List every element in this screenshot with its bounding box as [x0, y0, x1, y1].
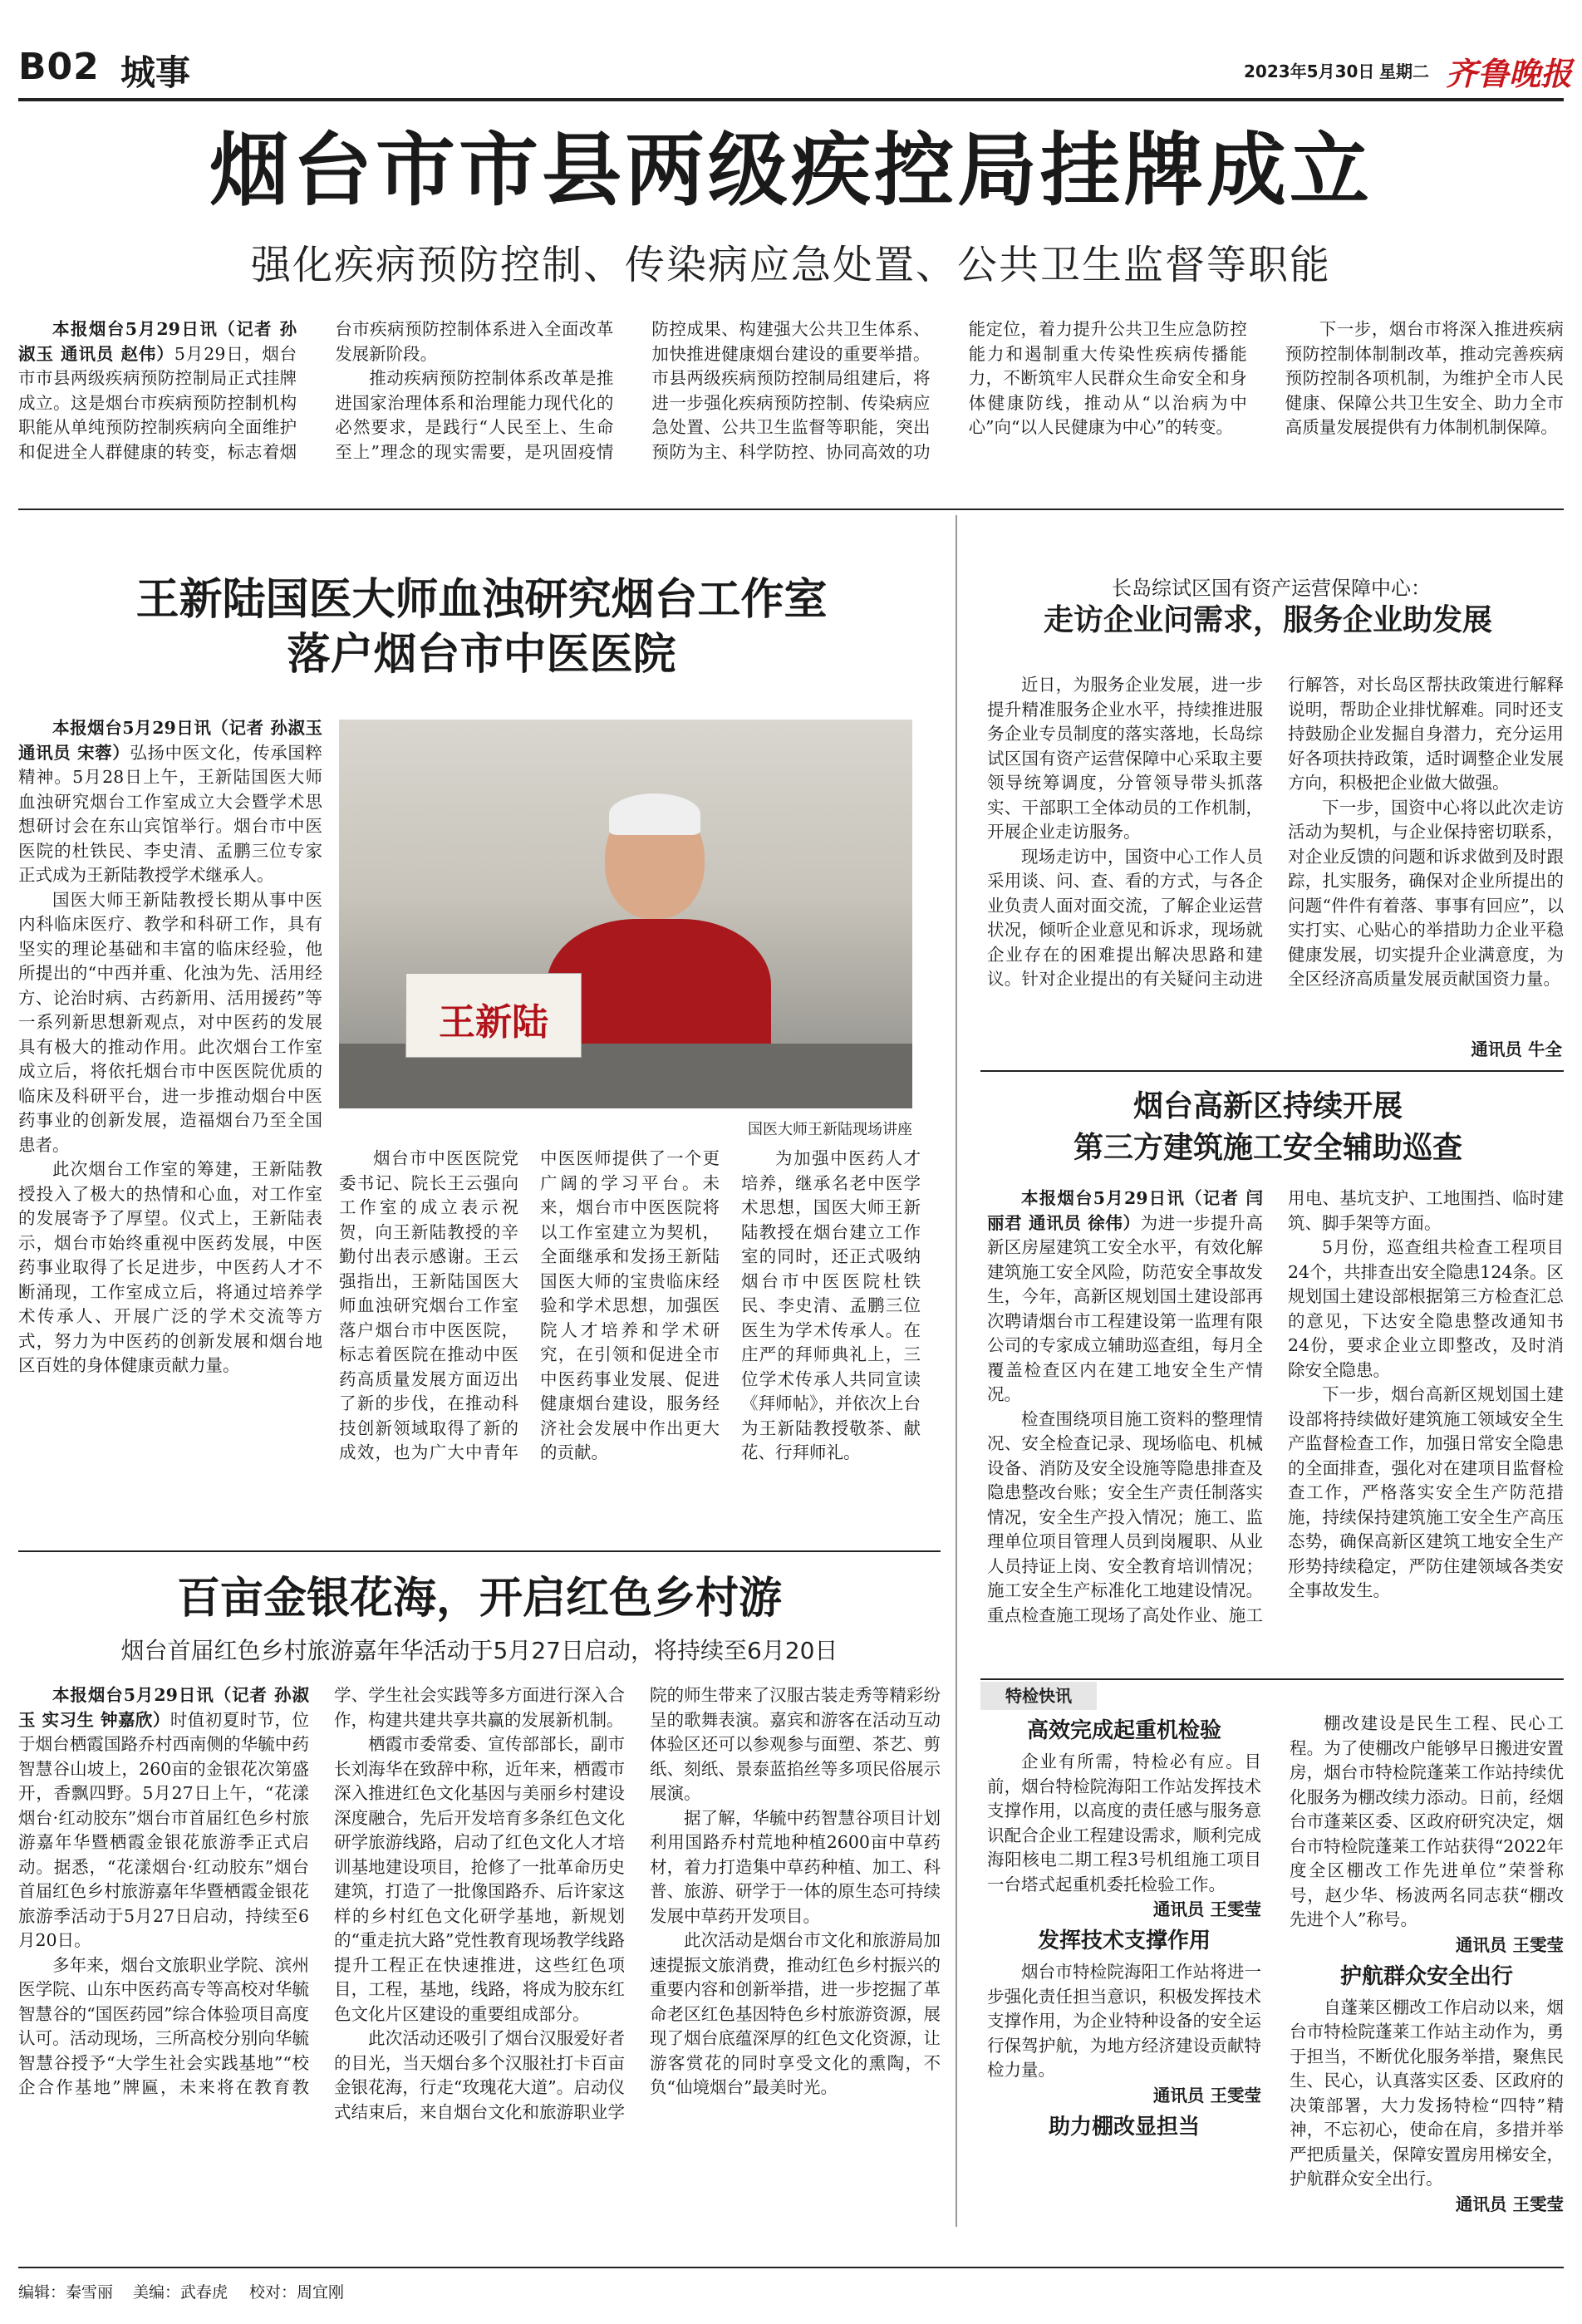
a3-bottom-rule	[980, 1070, 1564, 1072]
a1-body	[18, 317, 1564, 492]
a2-para-5: 为加强中医药人才培养，继承名老中医学术思想，国医大师王新陆教授在烟台建立工作室的同时，还正式吸纳烟台市中医医院杜铁民、李史清、孟鹏三位医生为学术传承人。在庄严的拜师典礼上，三位学术传承人共同宣读《拜师帖》，并依次上台为王新陆教授敬茶、献花、行拜师礼。	[741, 1148, 921, 1462]
a1-lead: 本报烟台5月29日讯（记者 孙淑玉 通讯员 赵伟）	[18, 319, 297, 364]
header-rule	[18, 98, 1564, 101]
brief-1-title: 高效完成起重机检验	[1026, 1718, 1221, 1743]
brief-4-text: 自蓬莱区棚改工作启动以来，烟台市特检院蓬莱工作站主动作为，勇于担当，不断优化服务举措，聚焦民生、民心，认真落实区委、区政府的决策部署，大力发扬特检“四特”精神，不忘初心，使命在肩，多措并举严把质量关，保障安置房用梯安全，护航群众安全出行。	[1290, 1997, 1564, 2189]
brief-3-title: 助力棚改显担当	[1048, 2114, 1200, 2140]
a4-lead: 本报烟台5月29日讯（记者 闫丽君 通讯员 徐伟）	[987, 1188, 1263, 1233]
a4-para-2: 检查围绕项目施工资料的整理情况、安全检查记录、现场临电、机械设备、消防及安全设施等隐患排查及隐患整改台账；安全生产责任制落实情况，安全生产投入情况；施工、监理单位项目管理人员到岗履职、从业人员持证上岗、安全教育培训情况；施工安全生产标准化工地建设情况。重点检查施工现场了高处作业、施工用电、基坑支护、工地围挡、临时建筑、脚手架等方面。	[987, 1188, 1564, 1625]
a2-lead: 本报烟台5月29日讯（记者 孙淑玉 通讯员 宋蓉）	[18, 718, 322, 763]
brief-1-text: 企业有所需，特检必有应。目前，烟台特检院海阳工作站发挥技术支撑作用，以高度的责任感与服务意识配合企业工程建设需求，顺利完成海阳核电二期工程3号机组施工项目一台塔式起重机委托检验工作。	[987, 1752, 1261, 1894]
a1-para-1: 5月29日，烟台市市县两级疾病预防控制局正式挂牌成立。这是烟台市疾病预防控制机构职能从单纯预防控制疾病向全面维护和促进全人群健康的转变，标志着烟台市疾病预防控制体系进入全面改革发展新阶段。	[18, 319, 614, 462]
a3-body	[987, 673, 1564, 1064]
a4-title-line1: 烟台高新区持续开展	[1132, 1088, 1403, 1123]
brief-3-text: 棚改建设是民生工程、民心工程。为了使棚改户能够早日搬进安置房，烟台市特检院蓬莱工作站持续优化服务为棚改续力添动。日前，经烟台市蓬莱区委、区政府研究决定，烟台市特检院蓬莱工作站获得“2022年度全区棚改工作先进单位”荣誉称号，赵少华、杨波两名同志获“棚改先进个人”称号。	[1290, 1713, 1564, 1929]
brief-col-1	[987, 1712, 1261, 2243]
a4-para-4: 下一步，烟台高新区规划国土建设部将持续做好建筑施工领域安全生产监督检查工作，加强日常安全隐患的全面排查，强化对在建项目监督检查工作，严格落实安全生产防范措施，持续保持建筑施工安全生产高压态势，确保高新区建筑工地安全生产形势持续稳定，严防住建领域各类安全事故发生。	[1288, 1384, 1564, 1600]
col-divider	[956, 515, 957, 2227]
a3-kicker: 长岛综试区国有资产运营保障中心：	[1112, 577, 1431, 600]
a3-para-1: 近日，为服务企业发展，进一步提升精准服务企业水平，持续推进服务企业专员制度的落实落地，长岛综试区国有资产运营保障中心采取主要领导统筹调度，分管领导带头抓落实、干部职工全体动员的工作机制，开展企业走访服务。	[987, 675, 1263, 842]
a5-subtitle: 烟台首届红色乡村旅游嘉年华活动于5月27日启动，将持续至6月20日	[120, 1637, 838, 1664]
a2-title-line2: 落户烟台市中医医院	[287, 629, 676, 680]
a2-photo-caption: 国医大师王新陆现场讲座	[748, 1121, 912, 1138]
issue-date: 2023年5月30日	[1244, 61, 1375, 81]
a5-para-4: 此次活动还吸引了烟台汉服爱好者的目光，当天烟台多个汉服社打卡百亩金银花海，行走“玫瑰花大道”。启动仪式结束后，来自烟台文化和旅游职业学院的师生带来了汉服古装走秀等精彩纷呈的歌舞表演。嘉宾和游客在活动互动体验区还可以参观参与面塑、茶艺、剪纸、刻纸、景泰蓝掐丝等多项民俗展示展演。	[334, 1685, 941, 2122]
a2-bottom-rule	[18, 1550, 941, 1552]
a4-title-line2: 第三方建筑施工安全辅助巡查	[1073, 1130, 1462, 1165]
a5-para-3: 栖霞市委常委、宣传部部长，副市长刘海华在致辞中称，近年来，栖霞市深入推进红色文化基因与美丽乡村建设深度融合，先后开发培育多条红色文化研学旅游线路，启动了红色文化人才培训基地建设项目，抢修了一批革命历史建筑，打造了一批像国路乔、后许家这样的乡村红色文化研学基地，新规划的“重走抗大路”党性教育现场教学线路提升工程正在快速推进，这些红色项目，工程，基地，线路，将成为胶东红色文化片区建设的重要组成部分。	[334, 1734, 625, 2024]
photo-person	[547, 798, 796, 1048]
footer-proof: 校对：周宜刚	[249, 2283, 345, 2302]
page-code: B02	[18, 46, 100, 88]
brief-col-2	[1290, 1712, 1564, 2243]
a5-para-1: 时值初夏时节，位于烟台栖霞国路乔村西南侧的华毓中药智慧谷山坡上，260亩的金银花次第盛开，香飘四野。5月27日上午，“花漾烟台·红动胶东”烟台市首届红色乡村旅游嘉年华暨栖霞金银花旅游季正式启动。据悉，“花漾烟台·红动胶东”烟台首届红色乡村旅游嘉年华暨栖霞金银花旅游季活动于5月27日启动，持续至6月20日。	[18, 1709, 310, 1950]
brief-3-byline: 通讯员 王雯莹	[1455, 1934, 1564, 1955]
a4-para-3: 5月份，巡查组共检查工程项目24个，共排查出安全隐患124条。区规划国土建设部根据第三方检查汇总的意见，下达安全隐患整改通知书24份，要求企业立即整改，及时消除安全隐患。	[1288, 1237, 1564, 1380]
brief-4-byline: 通讯员 王雯莹	[1455, 2194, 1564, 2214]
a5-lead: 本报烟台5月29日讯（记者 孙淑玉 实习生 钟嘉欣）	[18, 1685, 309, 1730]
footer-art: 美编：武春虎	[133, 2283, 228, 2302]
a4-bottom-rule	[980, 1678, 1564, 1680]
a2-photo	[339, 720, 912, 1108]
brief-2-text: 烟台市特检院海阳工作站将进一步强化责任担当意识，积极发挥技术支撑作用，为企业特种设备的安全运行保驾护航，为地方经济建设贡献特检力量。	[987, 1962, 1261, 2080]
footer-editor: 编辑：秦雪丽	[18, 2283, 114, 2302]
a3-para-3: 下一步，国资中心将以此次走访活动为契机，与企业保持密切联系，对企业反馈的问题和诉求做到及时跟踪，扎实服务，确保对企业所提出的问题“件件有着落、事事有回应”，以实打实、心贴心的举措助力企业平稳健康发展，切实提升企业满意度，为全区经济高质量发展贡献国资力量。	[1288, 797, 1564, 989]
a1-subtitle: 强化疾病预防控制、传染病应急处置、公共卫生监督等职能	[250, 242, 1331, 288]
a3-byline: 通讯员 牛全	[1471, 1039, 1562, 1059]
a2-col-1	[18, 716, 322, 1547]
a2-title-line1: 王新陆国医大师血浊研究烟台工作室	[135, 574, 828, 625]
nameplate-text: 王新陆	[439, 1001, 548, 1044]
a4-body	[987, 1187, 1564, 1677]
a1-bottom-rule	[18, 509, 1564, 510]
a2-col-2-4	[339, 1147, 921, 1529]
a2-para-2: 国医大师王新陆教授长期从事中医内科临床医疗、教学和科研工作，具有坚实的理论基础和丰富的临床经验，他所提出的“中西并重、化浊为先、活用经方、论治时病、古药新用、活用援药”等一系列新思想新观点，对中医药的发展具有极大的推动作用。此次烟台工作室成立后，将依托烟台市中医医院优质的临床及科研平台，进一步推动烟台中医药事业的创新发展，造福烟台乃至全国患者。	[18, 889, 322, 1155]
a5-para-6: 此次活动是烟台市文化和旅游局加速提振文旅消费，推动红色乡村振兴的重要内容和创新举措，进一步挖掘了革命老区红色基因特色乡村旅游资源，展现了烟台底蕴深厚的红色文化资源，让游客赏花的同时享受文化的熏陶，不负“仙境烟台”最美时光。	[650, 1930, 941, 2097]
a2-para-4: 烟台市中医医院党委书记、院长王云强向工作室的成立表示祝贺，向王新陆教授的辛勤付出表示感谢。王云强指出，王新陆国医大师血浊研究烟台工作室落户烟台市中医医院，标志着医院在推动中医药高质量发展方面迈出了新的步伐，在推动科技创新领域取得了新的成效，也为广大中青年中医医师提供了一个更广阔的学习平台。未来，烟台市中医医院将以工作室建立为契机，全面继承和发扬王新陆国医大师的宝贵临床经验和学术思想，加强医院人才培养和学术研究，在引领和促进全市中医药事业发展、促进健康烟台建设，服务经济社会发展中作出更大的贡献。	[339, 1148, 720, 1462]
a2-para-1: 弘扬中医文化，传承国粹精神。5月28日上午，王新陆国医大师血浊研究烟台工作室成立大会暨学术思想研讨会在东山宾馆举行。烟台市中医医院的杜铁民、李史清、孟鹏三位专家正式成为王新陆教授学术继承人。	[18, 742, 322, 885]
section-name: 城事	[120, 52, 191, 93]
issue-weekday: 星期二	[1379, 61, 1429, 81]
a4-para-1: 为进一步提升高新区房屋建筑工安全水平，有效化解建筑施工安全风险，防范安全事故发生，今年，高新区规划国土建设部再次聘请烟台市工程建设第一监理有限公司的专家成立辅助巡查组，每月全覆盖检查区内在建工地安全生产情况。	[987, 1212, 1264, 1404]
a1-title: 烟台市市县两级疾控局挂牌成立	[209, 123, 1373, 217]
a2-para-3: 此次烟台工作室的筹建，王新陆教授投入了极大的热情和心血，对工作室的发展寄予了厚望。仪式上，王新陆表示，烟台市始终重视中医药发展，中医药事业取得了长足进步，中医药人才不断涌现，工作室成立后，将通过培养学术传承人、开展广泛的学术交流等方式，努力为中医药的创新发展和烟台地区百姓的身体健康贡献力量。	[18, 1159, 322, 1375]
footer-rule	[18, 2267, 1564, 2268]
brief-4-title: 护航群众安全出行	[1339, 1963, 1513, 1989]
brief-1-byline: 通讯员 王雯莹	[1152, 1899, 1261, 1919]
photo-nameplate	[405, 973, 582, 1058]
a1-para-3: 下一步，烟台市将深入推进疾病预防控制体制制改革，推动完善疾病预防控制各项机制，为维护全市人民健康、保障公共卫生安全、助力全市高质量发展提供有力体制机制保障。	[1285, 319, 1564, 437]
a5-body	[18, 1683, 941, 2228]
a3-title: 走访企业问需求，服务企业助发展	[1043, 602, 1492, 637]
a1-para-2: 推动疾病预防控制体系改革是推进国家治理体系和治理能力现代化的必然要求，是践行“人民至上、生命至上”理念的现实需要，是巩固疫情防控成果、构建强大公共卫生体系、加快推进健康烟台建设的重要举措。市县两级疾病预防控制局组建后，将进一步强化疾病预防控制、传染病应急处置、公共卫生监督等职能，突出预防为主、科学防控、协同高效的功能定位，着力提升公共卫生应急防控能力和遏制重大传染性疾病传播能力，不断筑牢人民群众生命安全和身体健康防线，推动从“以治病为中心”向“以人民健康为中心”的转变。	[335, 319, 1247, 462]
brief-tag: 特检快讯	[980, 1682, 1097, 1710]
a5-title: 百亩金银花海，开启红色乡村游	[176, 1573, 782, 1624]
masthead-logo: 齐鲁晚报	[1446, 55, 1573, 92]
brief-2-byline: 通讯员 王雯莹	[1152, 2085, 1261, 2105]
a5-para-2: 多年来，烟台文旅职业学院、滨州医学院、山东中医药高专等高校对华毓智慧谷的“国医药园”综合体验项目高度认可。活动现场，三所高校分别向华毓智慧谷授予“大学生社会实践基地”“校企合作基地”牌匾，未来将在教育教学、学生社会实践等多方面进行深入合作，构建共建共享共赢的发展新机制。	[18, 1685, 625, 2097]
a3-para-2: 现场走访中，国资中心工作人员采用谈、问、查、看的方式，与各企业负责人面对面交流，了解企业运营状况，倾听企业意见和诉求，现场就企业存在的困难提出解决思路和建议。针对企业提出的有关疑问主动进行解答，对长岛区帮扶政策进行解释说明，帮助企业排忧解难。同时还支持鼓励企业发掘自身潜力，充分运用好各项扶持政策，适时调整企业发展方向，积极把企业做大做强。	[987, 675, 1564, 989]
a5-para-5: 据了解，华毓中药智慧谷项目计划利用国路乔村荒地种植2600亩中草药材，着力打造集中草药种植、加工、科普、旅游、研学于一体的原生态可持续发展中草药开发项目。	[650, 1807, 941, 1926]
brief-2-title: 发挥技术支撑作用	[1037, 1928, 1211, 1953]
